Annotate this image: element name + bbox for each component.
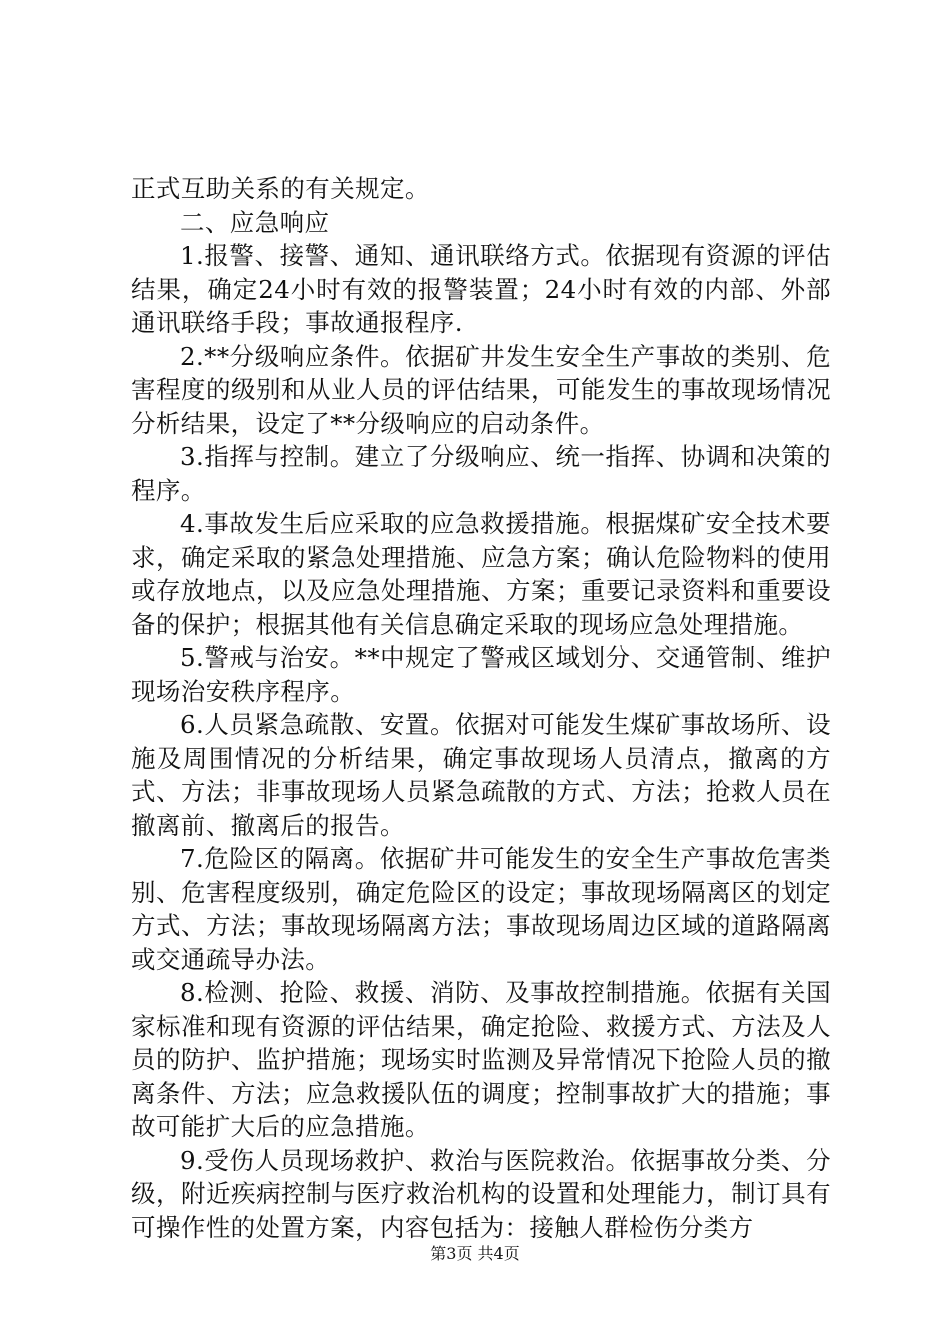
paragraph-item-5: 5.警戒与治安。**中规定了警戒区域划分、交通管制、维护现场治安秩序程序。 <box>131 643 831 706</box>
paragraph-continuation: 正式互助关系的有关规定。 <box>131 174 430 203</box>
page-footer: 第3页 共4页 <box>430 1244 520 1263</box>
paragraph-item-3: 3.指挥与控制。建立了分级响应、统一指挥、协调和决策的程序。 <box>131 442 831 505</box>
paragraph-item-8: 8.检测、抢险、救援、消防、及事故控制措施。依据有关国家标准和现有资源的评估结果，确定抢险、救援方式、方法及人员的防护、监护措施；现场实时监测及异常情况下抢险人员的撤离条件、方法；应急救援队伍的调度；控制事故扩大的措施；事故可能扩大后的应急措施。 <box>131 978 831 1141</box>
paragraph-item-9: 9.受伤人员现场救护、救治与医院救治。依据事故分类、分级，附近疾病控制与医疗救治机构的设置和处理能力，制订具有可操作性的处置方案，内容包括为：接触人群检伤分类方 <box>131 1145 831 1242</box>
section-heading: 二、应急响应 <box>180 207 330 237</box>
paragraph-item-7: 7.危险区的隔离。依据矿井可能发生的安全生产事故危害类别、危害程度级别，确定危险区的设定；事故现场隔离区的划定方式、方法；事故现场隔离方法；事故现场周边区域的道路隔离或交通疏导办法。 <box>131 844 831 974</box>
paragraph-item-1: 1.报警、接警、通知、通讯联络方式。依据现有资源的评估结果，确定24小时有效的报警装置；24小时有效的内部、外部通讯联络手段；事故通报程序. <box>131 241 831 337</box>
paragraph-item-2: 2.**分级响应条件。依据矿井发生安全生产事故的类别、危害程度的级别和从业人员的评估结果，可能发生的事故现场情况分析结果，设定了**分级响应的启动条件。 <box>131 341 831 438</box>
document-body <box>131 172 831 1244</box>
paragraph-item-4: 4.事故发生后应采取的应急救援措施。根据煤矿安全技术要求，确定采取的紧急处理措施、应急方案；确认危险物料的使用或存放地点，以及应急处理措施、方案；重要记录资料和重要设备的保护；根据其他有关信息确定采取的现场应急处理措施。 <box>131 509 831 639</box>
paragraph-item-6: 6.人员紧急疏散、安置。依据对可能发生煤矿事故场所、设施及周围情况的分析结果，确定事故现场人员清点，撤离的方式、方法；非事故现场人员紧急疏散的方式、方法；抢救人员在撤离前、撤离后的报告。 <box>131 710 831 840</box>
